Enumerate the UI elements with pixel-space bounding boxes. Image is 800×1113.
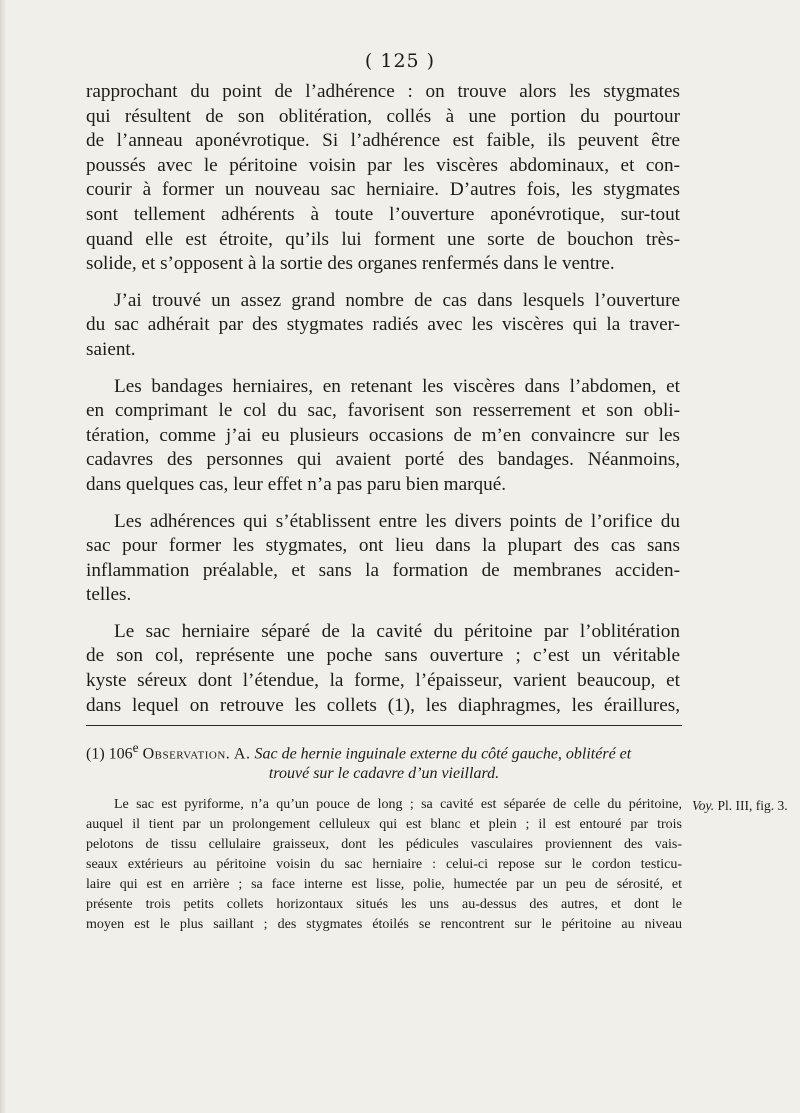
paragraph-3 — [86, 375, 680, 498]
footnote-line: auquel il tient par un prolongement celluleux qui est blanc et plein ; il est entouré par trois — [86, 817, 682, 832]
text-line: inflammation préalable, et sans la formation de membranes acciden- — [86, 559, 680, 581]
observation-title: Sac de hernie inguinale externe du côté gauche, oblitéré et — [254, 745, 632, 763]
text-line: sont tellement adhérents à toute l’ouverture aponévrotique, sur-tout — [86, 203, 680, 225]
margin-plate-reference — [692, 798, 788, 814]
text-line: sac pour former les stygmates, ont lieu dans la plupart des cas sans — [86, 535, 680, 557]
footnote-marker-sup: e — [132, 740, 139, 755]
page-binding-edge — [0, 0, 6, 1113]
text-line: telles. — [86, 584, 132, 606]
text-line: du sac adhérait par des stygmates radiés avec les viscères qui la traver- — [86, 314, 680, 336]
text-line: en comprimant le col du sac, favorisent son resserrement et son obli- — [86, 400, 680, 422]
paragraph-2 — [86, 289, 680, 363]
text-line: quand elle est étroite, qu’ils lui forment une sorte de bouchon très- — [86, 228, 680, 250]
footnote-heading — [86, 738, 682, 784]
text-line: qui résultent de son oblitération, collés à une portion du pourtour — [86, 105, 680, 127]
text-line: kyste séreux dont l’étendue, la forme, l’épaisseur, varient beaucoup, et — [86, 670, 680, 692]
text-line: rapprochant du point de l’adhérence : on trouve alors les stygmates — [86, 81, 680, 102]
text-line: dans lequel on retrouve les collets (1), les diaphragmes, les éraillures, — [86, 694, 680, 716]
text-line: Les adhérences qui s’établissent entre les divers points de l’orifice du — [114, 510, 680, 532]
footnote-marker: (1) 106 — [86, 745, 133, 763]
text-line: J’ai trouvé un assez grand nombre de cas dans lesquels l’ouverture — [114, 289, 680, 311]
page-number: ( 125 ) — [364, 50, 436, 72]
footnote-line: présente trois petits collets horizontaux situés les uns au-dessus des autres, et dont le — [86, 897, 682, 912]
text-line: dans quelques cas, leur effet n’a pas paru bien marqué. — [86, 473, 507, 495]
text-line: de l’anneau aponévrotique. Si l’adhérence est faible, ils peuvent être — [86, 130, 680, 152]
text-line: saient. — [86, 338, 136, 360]
observation-label: Observation. A. — [142, 745, 251, 763]
margin-ref-voy: Voy. — [692, 798, 715, 813]
footnote-line: laire qui est en arrière ; sa face interne est lisse, polie, humectée par un peu de sérosité, et — [86, 877, 682, 892]
footnote-rule — [86, 725, 682, 726]
text-line: de son col, représente une poche sans ouverture ; c’est un véritable — [86, 645, 680, 667]
paragraph-5 — [86, 620, 680, 718]
margin-ref-plate: Pl. III, fig. 3. — [714, 798, 788, 813]
paragraph-1 — [86, 80, 680, 277]
text-line: tération, comme j’ai eu plusieurs occasions de m’en convaincre sur les — [86, 424, 680, 446]
text-line: solide, et s’opposent à la sortie des organes renfermés dans le ventre. — [86, 253, 615, 275]
footnote-line: pelotons de tissu cellulaire graisseux, dont les pédicules vasculaires proviennent des vais- — [86, 837, 682, 852]
footnote-line: seaux extérieurs au péritoine voisin du sac herniaire : celui-ci repose sur le cordon testicu- — [86, 857, 682, 872]
paragraph-4 — [86, 510, 680, 608]
text-line: Les bandages herniaires, en retenant les viscères dans l’abdomen, et — [114, 375, 680, 397]
main-text — [86, 80, 680, 730]
text-line: poussés avec le péritoine voisin par les viscères abdominaux, et con- — [86, 154, 680, 176]
observation-title-cont: trouvé sur le cadavre d’un vieillard. — [268, 765, 500, 783]
footnote-line: moyen est le plus saillant ; des stygmates étoilés se rencontrent sur le péritoine au niveau — [86, 917, 682, 932]
text-line: Le sac herniaire séparé de la cavité du péritoine par l’oblitération — [114, 620, 680, 642]
footnote-line: Le sac est pyriforme, n’a qu’un pouce de long ; sa cavité est séparée de celle du péritoine, — [114, 797, 682, 812]
text-line: courir à former un nouveau sac herniaire. D’autres fois, les stygmates — [86, 179, 680, 201]
footnote-body — [86, 795, 682, 935]
text-line: cadavres des personnes qui avaient porté des bandages. Néanmoins, — [86, 449, 680, 471]
